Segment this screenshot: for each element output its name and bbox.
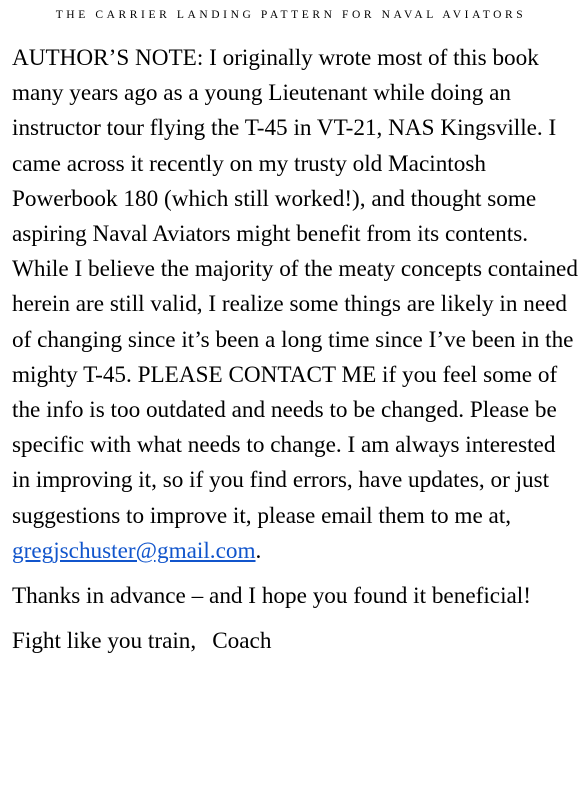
authors-note-paragraph: [12, 41, 578, 569]
email-suffix: .: [255, 537, 262, 564]
motto-text: Fight like you train,: [12, 628, 197, 655]
thanks-paragraph: Thanks in advance – and I hope you found it beneficial!: [12, 583, 531, 610]
email-link[interactable]: gregjschuster@gmail.com: [12, 537, 256, 564]
running-header: THE CARRIER LANDING PATTERN FOR NAVAL AVIATORS: [55, 9, 527, 21]
authors-note-text: AUTHOR’S NOTE: I originally wrote most of this book many years ago as a young Lieutenant while doing an instructor tour flying the T-45 in VT-21, NAS Kingsville. I came across it recently on my trusty old Macintosh Powerbook 180 (which still worked!), and thought some aspiring Naval Aviators might benefit from its contents. While I believe the majority of the meaty concepts contained herein are still valid, I realize some things are likely in need of changing since it’s been a long time since I’ve been in the mighty T-45. PLEASE CONTACT ME if you feel some of the info is too outdated and needs to be changed. Please be specific with what needs to change. I am always interested in improving it, so if you find errors, have updates, or just suggestions to improve it, please email them to me at,: [12, 45, 578, 529]
signature-text: Coach: [212, 628, 272, 655]
signoff-paragraph: [12, 624, 578, 659]
document-body: [12, 41, 578, 659]
